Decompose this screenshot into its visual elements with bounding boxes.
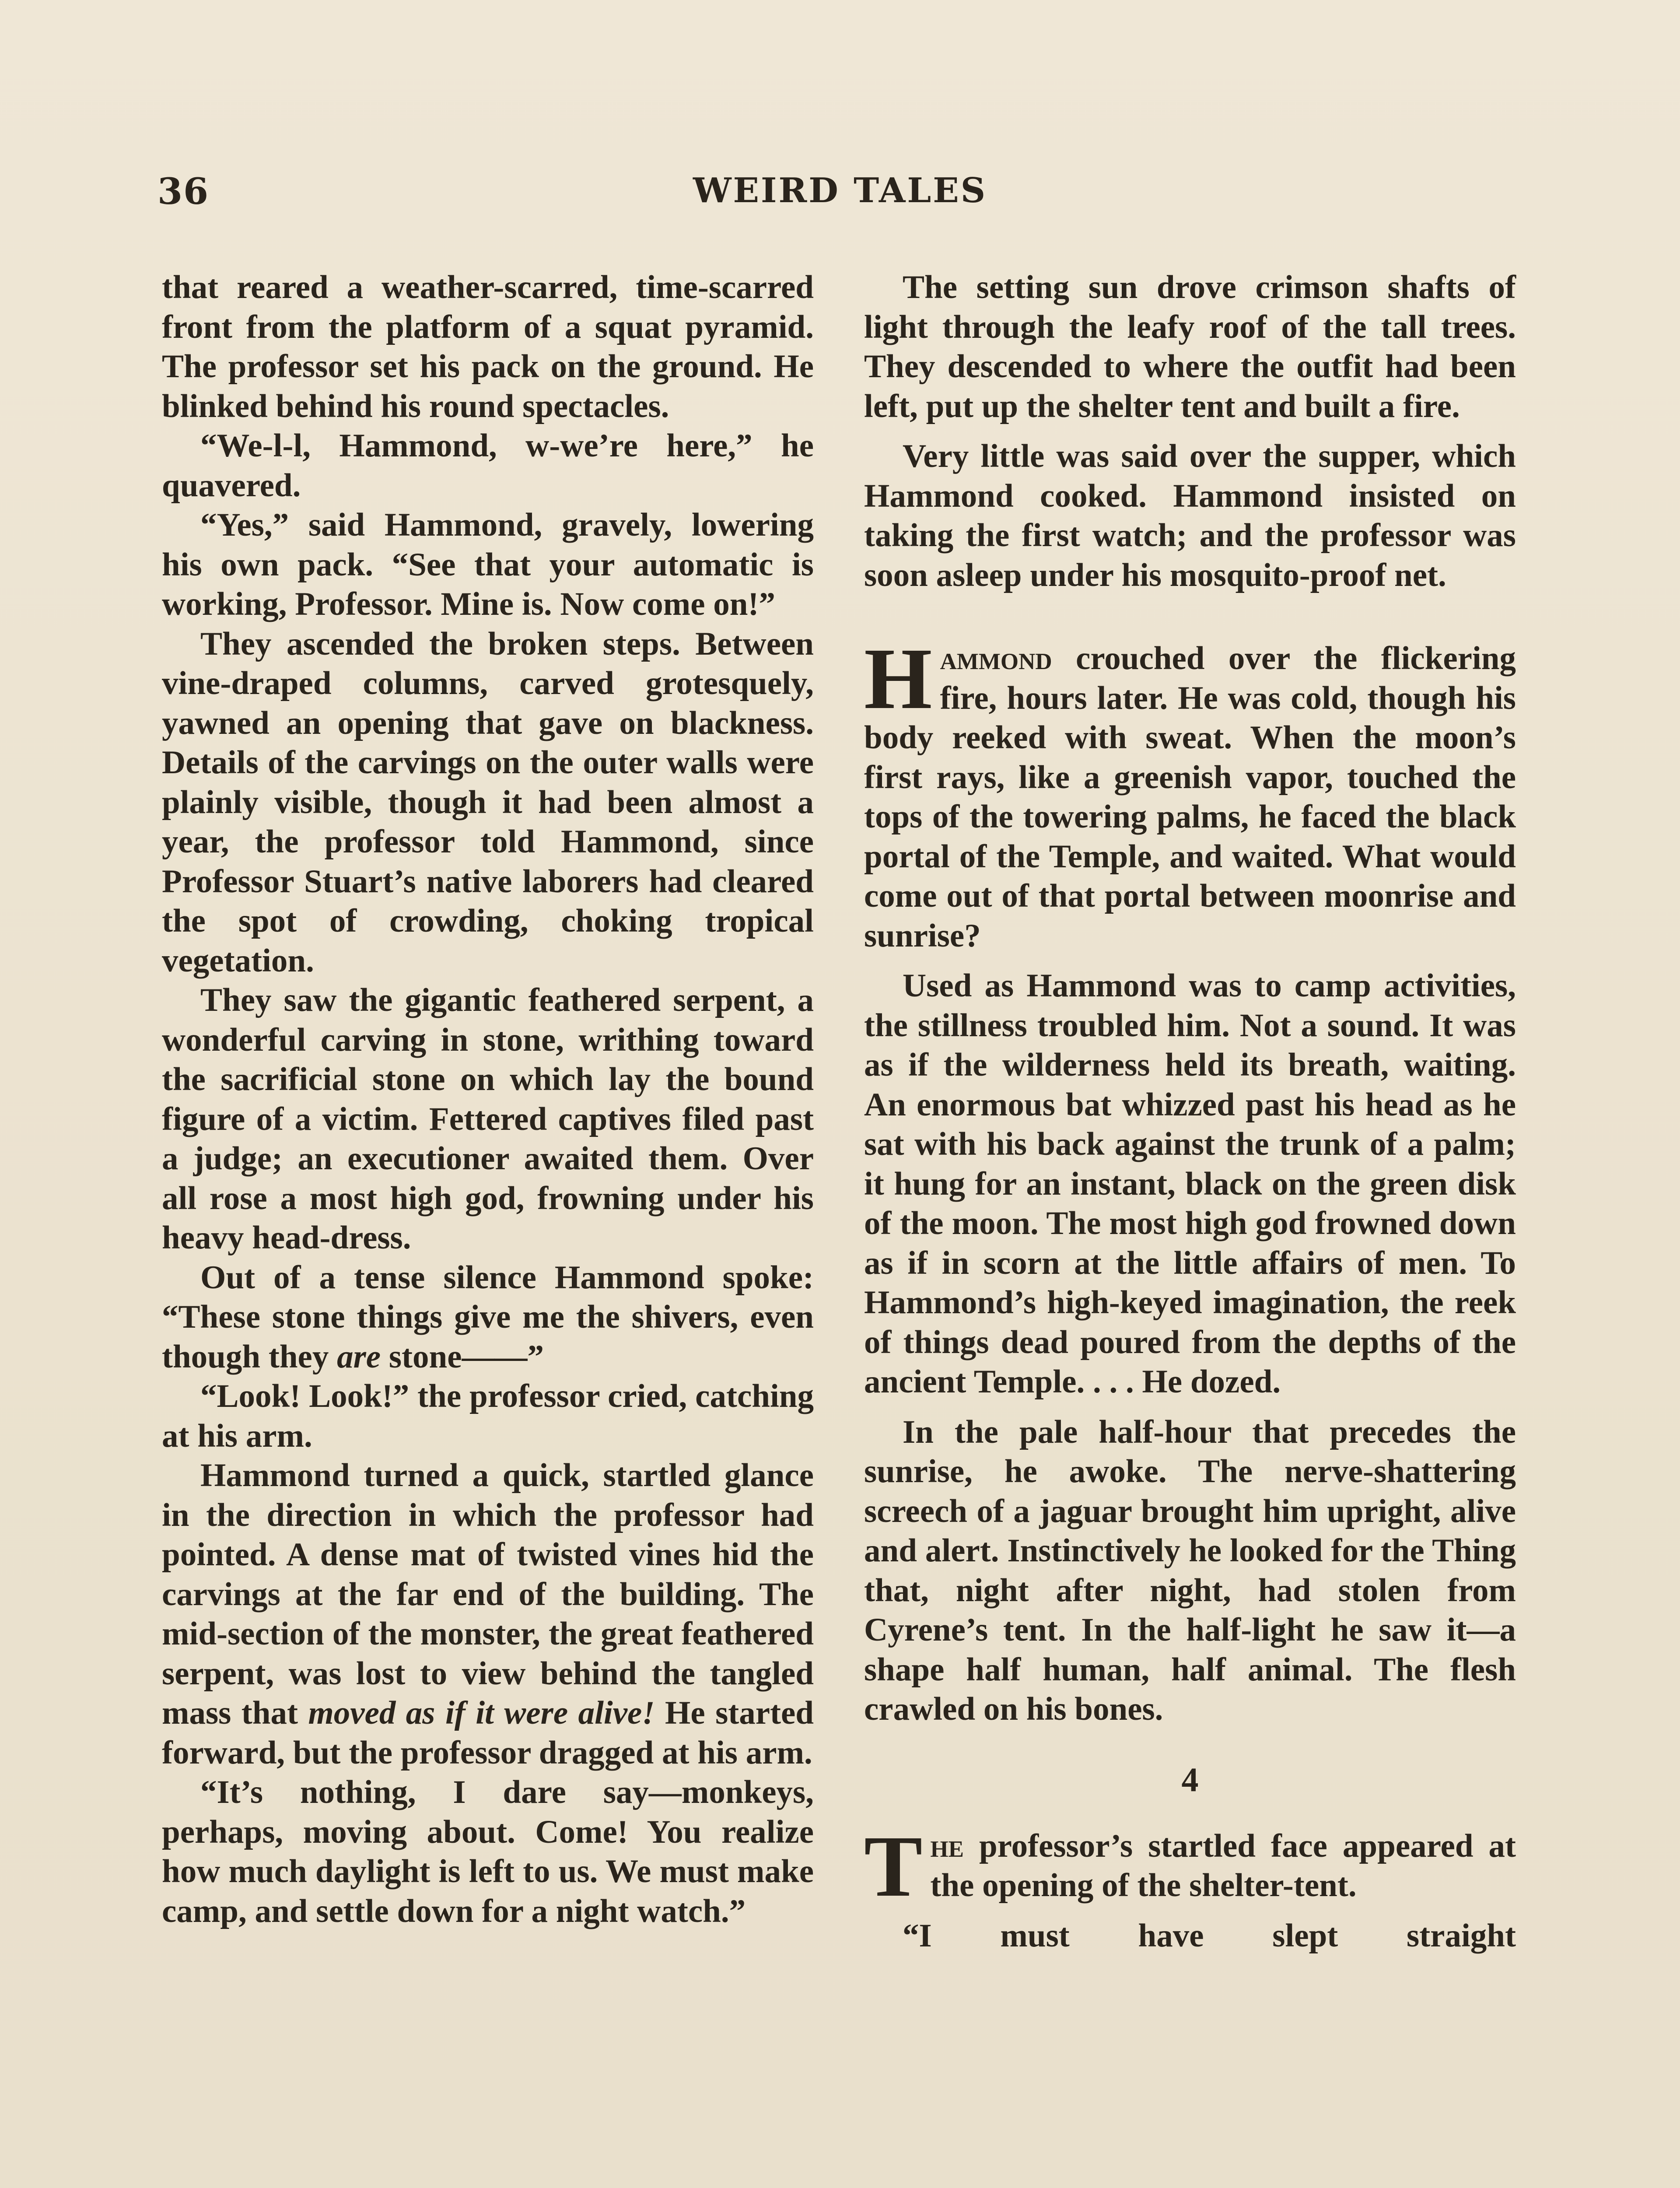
paragraph: Used as Hammond was to camp activities, the stillness troubled him. Not a sound. It was as if the wilderness held its breath, waiting. An enormous bat whizzed past his head as he sat with his back against the trunk of a palm; it hung for an instant, black on the green disk of the moon. The most high god frowned down as if in scorn at the little affairs of men. To Hammond’s high-keyed imagination, the reek of things dead poured from the depths of the ancient Temple. . . . He dozed.	[864, 968, 1516, 1400]
section-number: 4	[1181, 1760, 1199, 1799]
running-head	[158, 171, 1522, 219]
paragraph: “Look! Look!” the professor cried, catching at his arm.	[162, 1378, 814, 1454]
paragraph: The setting sun drove crimson shafts of light through the leafy roof of the tall trees. They descended to where the outfit had been left, put up the shelter tent and built a fire.	[864, 269, 1516, 424]
right-column	[864, 268, 1516, 1956]
paragraph: Out of a tense silence Hammond spoke: “These stone things give me the shivers, even though they are stone——”	[162, 1259, 814, 1375]
drop-cap: T	[864, 1818, 923, 1915]
page-number: 36	[158, 171, 210, 213]
paragraph: that reared a weather-scarred, time-scarred front from the platform of a squat pyramid. The professor set his pack on the ground. He blinked behind his round spectacles.	[162, 269, 814, 424]
section-opening-paragraph: The professor’s startled face appeared at the opening of the shelter-tent.	[864, 1818, 1516, 1915]
paragraph: Very little was said over the supper, which Hammond cooked. Hammond insisted on taking the first watch; and the professor was soon asleep under his mosquito-proof net.	[864, 438, 1516, 593]
left-column	[162, 268, 814, 1931]
paragraph: “Yes,” said Hammond, gravely, lowering his own pack. “See that your automatic is working, Professor. Mine is. Now come on!”	[162, 507, 814, 622]
running-title: WEIRD TALES	[693, 171, 987, 210]
paragraph: They saw the gigantic feathered serpent, a wonderful carving in stone, writhing toward the sacrificial stone on which lay the bound figure of a victim. Fettered captives filed past a judge; an executioner awaited them. Over all rose a most high god, frowning under his heavy head-dress.	[162, 982, 814, 1256]
paragraph: “I must have slept straight	[903, 1917, 1516, 1954]
paragraph: “We-l-l, Hammond, w-we’re here,” he quavered.	[162, 428, 814, 504]
paragraph: “It’s nothing, I dare say—monkeys, perhaps, moving about. Come! You realize how much daylight is left to us. We must make camp, and settle down for a night watch.”	[162, 1774, 814, 1929]
paragraph: They ascended the broken steps. Between vine-draped columns, carved grotesquely, yawned an opening that gave on blackness. Details of the carvings on the outer walls were plainly visible, though it had been almost a year, the professor told Hammond, since Professor Stuart’s native laborers had cleared the spot of crowding, choking tropical vegetation.	[162, 625, 814, 979]
paragraph: Hammond turned a quick, startled glance in the direction in which the professor had pointed. A dense mat of twisted vines hid the carvings at the far end of the building. The mid-section of the monster, the great feathered serpent, was lost to view behind the tangled mass that moved as if it were alive! He started forward, but the professor dragged at his arm.	[162, 1457, 814, 1771]
section-opening-paragraph: Hammond crouched over the flickering fire, hours later. He was cold, though his body reeked with sweat. When the moon’s first rays, like a greenish vapor, touched the tops of the towering palms, he faced the black portal of the Temple, and waited. What would come out of that portal between moonrise and sunrise?	[864, 631, 1516, 954]
drop-cap: H	[864, 631, 932, 727]
paragraph: In the pale half-hour that precedes the sunrise, he awoke. The nerve-shattering screech of a jaguar brought him upright, alive and alert. Instinctively he looked for the Thing that, night after night, had stolen from Cyrene’s tent. In the half-light he saw it—a shape half human, half animal. The flesh crawled on his bones.	[864, 1413, 1516, 1727]
